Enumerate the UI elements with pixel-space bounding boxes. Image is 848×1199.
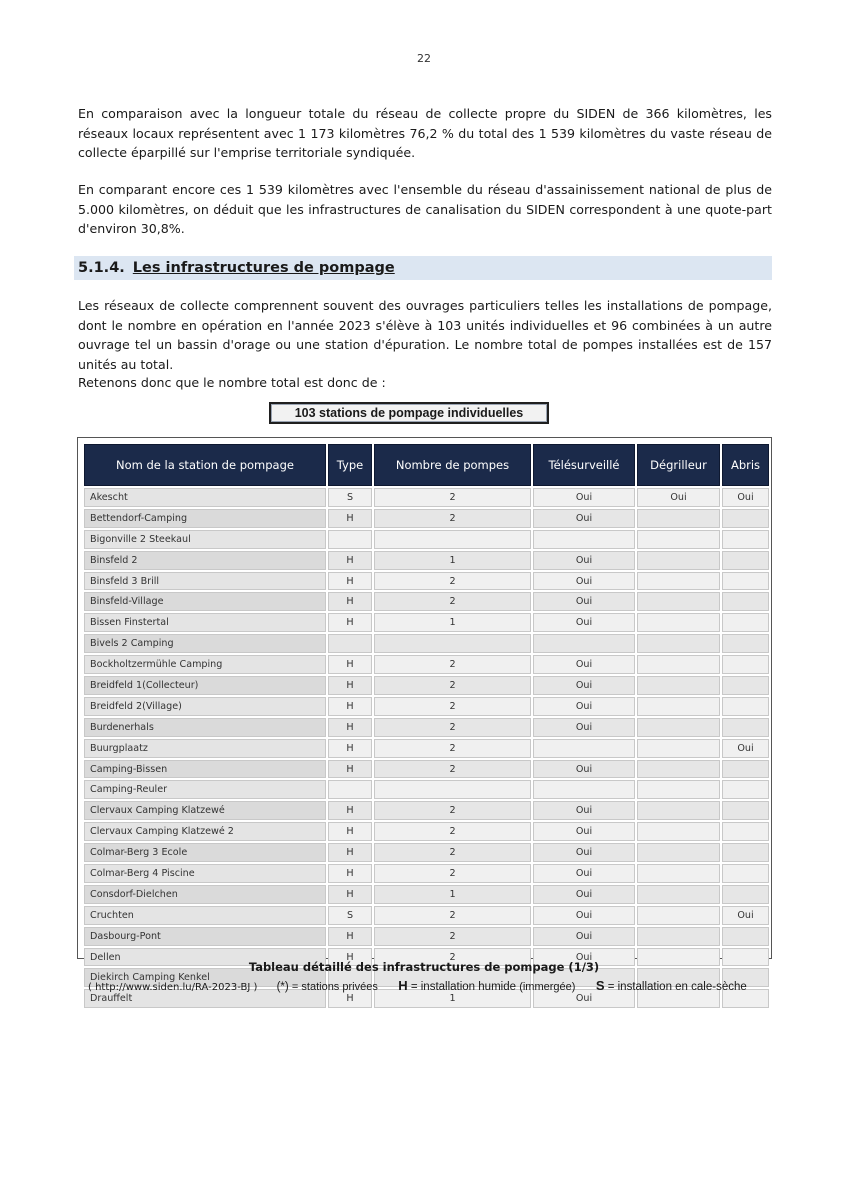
cell-station-name: Drauffelt [84, 989, 326, 1008]
legend-h-key: H [398, 978, 408, 993]
cell-pump-count: 2 [374, 822, 531, 841]
header-pump-count: Nombre de pompes [374, 444, 531, 486]
cell-telemonitored [533, 780, 635, 799]
cell-station-name: Binsfeld-Village [84, 592, 326, 611]
cell-type: S [328, 488, 372, 507]
section-number: 5.1.4. [78, 260, 125, 276]
cell-telemonitored: Oui [533, 801, 635, 820]
cell-station-name: Breidfeld 2(Village) [84, 697, 326, 716]
cell-pump-count: 2 [374, 488, 531, 507]
legend-s-key: S [595, 978, 605, 993]
table-row [84, 780, 769, 799]
cell-station-name: Diekirch Camping Kenkel [84, 968, 326, 987]
cell-pump-count: 1 [374, 613, 531, 632]
cell-station-name: Camping-Reuler [84, 780, 326, 799]
cell-screen [637, 551, 720, 570]
cell-shelter [722, 801, 769, 820]
cell-screen [637, 780, 720, 799]
cell-shelter [722, 634, 769, 653]
cell-type: H [328, 572, 372, 591]
cell-station-name: Camping-Bissen [84, 760, 326, 779]
cell-type: H [328, 676, 372, 695]
cell-screen [637, 927, 720, 946]
cell-telemonitored: Oui [533, 948, 635, 967]
cell-pump-count: 2 [374, 948, 531, 967]
source-reference: ( http://www.siden.lu/RA-2023-BJ ) [88, 982, 258, 993]
cell-screen [637, 634, 720, 653]
cell-type: H [328, 864, 372, 883]
summary-box: 103 stations de pompage individuelles [269, 402, 549, 424]
cell-screen [637, 906, 720, 925]
cell-pump-count: 2 [374, 655, 531, 674]
cell-pump-count [374, 530, 531, 549]
cell-telemonitored [533, 739, 635, 758]
cell-shelter [722, 572, 769, 591]
cell-telemonitored [533, 634, 635, 653]
header-type: Type [328, 444, 372, 486]
cell-type: H [328, 509, 372, 528]
cell-telemonitored: Oui [533, 718, 635, 737]
cell-station-name: Clervaux Camping Klatzewé [84, 801, 326, 820]
cell-station-name: Cruchten [84, 906, 326, 925]
cell-shelter [722, 509, 769, 528]
cell-pump-count [374, 780, 531, 799]
cell-station-name: Bockholtzermühle Camping [84, 655, 326, 674]
cell-screen [637, 760, 720, 779]
cell-shelter [722, 551, 769, 570]
cell-screen [637, 530, 720, 549]
cell-telemonitored: Oui [533, 760, 635, 779]
cell-shelter [722, 927, 769, 946]
cell-telemonitored: Oui [533, 676, 635, 695]
paragraph-pumping-description: Les réseaux de collecte comprennent souvent des ouvrages particuliers telles les installations de pompage, dont le nombre en opération en l'année 2023 s'élève à 103 unités individuelles et 96 combinées à un autre ouvrage tel un bassin d'orage ou une station d'épuration. Le nombre total de pompes installées est de 157 unités au total. [78, 298, 772, 372]
table-row [84, 927, 769, 946]
cell-screen [637, 801, 720, 820]
cell-type: H [328, 592, 372, 611]
cell-screen [637, 655, 720, 674]
cell-station-name: Bivels 2 Camping [84, 634, 326, 653]
cell-pump-count: 1 [374, 551, 531, 570]
cell-shelter [722, 780, 769, 799]
cell-type: S [328, 906, 372, 925]
cell-type: H [328, 885, 372, 904]
cell-telemonitored: Oui [533, 989, 635, 1008]
paragraph-national-share: En comparant encore ces 1 539 kilomètres avec l'ensemble du réseau d'assainissement national de plus de 5.000 kilomètres, on déduit que les infrastructures de canalisation du SIDEN correspondent à une quote-part d'environ 30,8%. [78, 182, 772, 236]
table-row [84, 634, 769, 653]
cell-shelter [722, 676, 769, 695]
cell-screen [637, 676, 720, 695]
cell-type [328, 780, 372, 799]
cell-type: H [328, 989, 372, 1008]
cell-station-name: Buurgplaatz [84, 739, 326, 758]
cell-station-name: Bigonville 2 Steekaul [84, 530, 326, 549]
cell-pump-count: 2 [374, 509, 531, 528]
cell-telemonitored: Oui [533, 906, 635, 925]
cell-station-name: Binsfeld 2 [84, 551, 326, 570]
cell-station-name: Breidfeld 1(Collecteur) [84, 676, 326, 695]
table-row [84, 822, 769, 841]
cell-type [328, 530, 372, 549]
table-row [84, 488, 769, 507]
cell-telemonitored: Oui [533, 551, 635, 570]
cell-station-name: Bettendorf-Camping [84, 509, 326, 528]
legend-s-text: = installation en cale-sèche [607, 981, 747, 993]
cell-telemonitored: Oui [533, 864, 635, 883]
cell-pump-count: 2 [374, 843, 531, 862]
header-station-name: Nom de la station de pompage [84, 444, 326, 486]
cell-pump-count: 2 [374, 676, 531, 695]
legend-h-text: = installation humide [410, 981, 516, 993]
header-telemonitored: Télésurveillé [533, 444, 635, 486]
table-row [84, 613, 769, 632]
section-heading [74, 256, 772, 280]
cell-shelter [722, 718, 769, 737]
cell-station-name: Bissen Finstertal [84, 613, 326, 632]
cell-pump-count: 2 [374, 697, 531, 716]
cell-type: H [328, 822, 372, 841]
cell-screen [637, 885, 720, 904]
table-row [84, 885, 769, 904]
cell-shelter [722, 697, 769, 716]
table-row [84, 572, 769, 591]
table-row [84, 551, 769, 570]
cell-type: H [328, 927, 372, 946]
cell-pump-count: 2 [374, 718, 531, 737]
table-row [84, 509, 769, 528]
cell-shelter [722, 613, 769, 632]
cell-type: H [328, 801, 372, 820]
cell-station-name: Akescht [84, 488, 326, 507]
cell-station-name: Consdorf-Dielchen [84, 885, 326, 904]
cell-shelter: Oui [722, 906, 769, 925]
cell-screen [637, 718, 720, 737]
cell-pump-count: 2 [374, 801, 531, 820]
cell-station-name: Clervaux Camping Klatzewé 2 [84, 822, 326, 841]
cell-pump-count: 2 [374, 927, 531, 946]
table-row [84, 718, 769, 737]
cell-screen [637, 864, 720, 883]
cell-shelter [722, 843, 769, 862]
table-header-row [84, 444, 769, 486]
table-row [84, 530, 769, 549]
table-row [84, 592, 769, 611]
cell-shelter: Oui [722, 739, 769, 758]
table-row [84, 697, 769, 716]
cell-pump-count: 2 [374, 592, 531, 611]
cell-pump-count: 2 [374, 906, 531, 925]
cell-telemonitored: Oui [533, 697, 635, 716]
cell-telemonitored: Oui [533, 592, 635, 611]
cell-type: H [328, 655, 372, 674]
cell-shelter [722, 864, 769, 883]
legend-private-text: = stations privées [291, 981, 378, 993]
cell-screen [637, 739, 720, 758]
cell-telemonitored: Oui [533, 843, 635, 862]
cell-pump-count [374, 634, 531, 653]
cell-type [328, 634, 372, 653]
cell-pump-count: 2 [374, 739, 531, 758]
cell-station-name: Colmar-Berg 4 Piscine [84, 864, 326, 883]
table-caption: Tableau détaillé des infrastructures de pompage (1/3) [248, 960, 600, 974]
cell-pump-count: 2 [374, 864, 531, 883]
cell-station-name: Dasbourg-Pont [84, 927, 326, 946]
cell-telemonitored: Oui [533, 822, 635, 841]
cell-pump-count: 1 [374, 885, 531, 904]
cell-station-name: Binsfeld 3 Brill [84, 572, 326, 591]
table-row [84, 676, 769, 695]
cell-shelter [722, 530, 769, 549]
cell-station-name: Burdenerhals [84, 718, 326, 737]
cell-pump-count: 1 [374, 989, 531, 1008]
pumping-stations-table [82, 442, 771, 1010]
cell-screen [637, 843, 720, 862]
cell-screen [637, 613, 720, 632]
legend-private-key: (*) [276, 981, 289, 993]
cell-pump-count: 2 [374, 572, 531, 591]
table-row [84, 906, 769, 925]
cell-telemonitored: Oui [533, 885, 635, 904]
table-row [84, 655, 769, 674]
table-row [84, 739, 769, 758]
cell-shelter [722, 822, 769, 841]
cell-type: H [328, 739, 372, 758]
table-row [84, 760, 769, 779]
page-number: 22 [417, 52, 431, 65]
legend-h-paren: (immergée) [519, 981, 576, 993]
cell-station-name: Dellen [84, 948, 326, 967]
cell-telemonitored [533, 530, 635, 549]
cell-screen [637, 509, 720, 528]
cell-type: H [328, 760, 372, 779]
cell-telemonitored: Oui [533, 488, 635, 507]
paragraph-network-comparison: En comparaison avec la longueur totale du réseau de collecte propre du SIDEN de 366 kilomètres, les réseaux locaux représentent avec 1 173 kilomètres 76,2 % du total des 1 539 kilomètres du vaste réseau de collecte éparpillé sur l'emprise territoriale syndiquée. [78, 106, 772, 160]
cell-telemonitored: Oui [533, 572, 635, 591]
cell-telemonitored: Oui [533, 613, 635, 632]
cell-type: H [328, 613, 372, 632]
cell-shelter [722, 885, 769, 904]
cell-type: H [328, 843, 372, 862]
header-screen: Dégrilleur [637, 444, 720, 486]
cell-screen [637, 697, 720, 716]
table-row [84, 864, 769, 883]
cell-type: H [328, 551, 372, 570]
cell-shelter [722, 592, 769, 611]
cell-shelter: Oui [722, 488, 769, 507]
cell-screen [637, 822, 720, 841]
cell-station-name: Colmar-Berg 3 Ecole [84, 843, 326, 862]
section-title: Les infrastructures de pompage [132, 260, 395, 276]
table-row [84, 801, 769, 820]
table-row [84, 843, 769, 862]
paragraph-total-intro: Retenons donc que le nombre total est donc de : [78, 375, 386, 390]
cell-telemonitored: Oui [533, 509, 635, 528]
cell-shelter [722, 760, 769, 779]
cell-shelter [722, 655, 769, 674]
cell-type: H [328, 718, 372, 737]
cell-type: H [328, 948, 372, 967]
cell-type: H [328, 697, 372, 716]
cell-screen [637, 572, 720, 591]
header-shelter: Abris [722, 444, 769, 486]
cell-screen [637, 592, 720, 611]
cell-telemonitored: Oui [533, 655, 635, 674]
cell-screen: Oui [637, 488, 720, 507]
cell-telemonitored: Oui [533, 927, 635, 946]
cell-pump-count: 2 [374, 760, 531, 779]
table-legend [88, 978, 778, 993]
